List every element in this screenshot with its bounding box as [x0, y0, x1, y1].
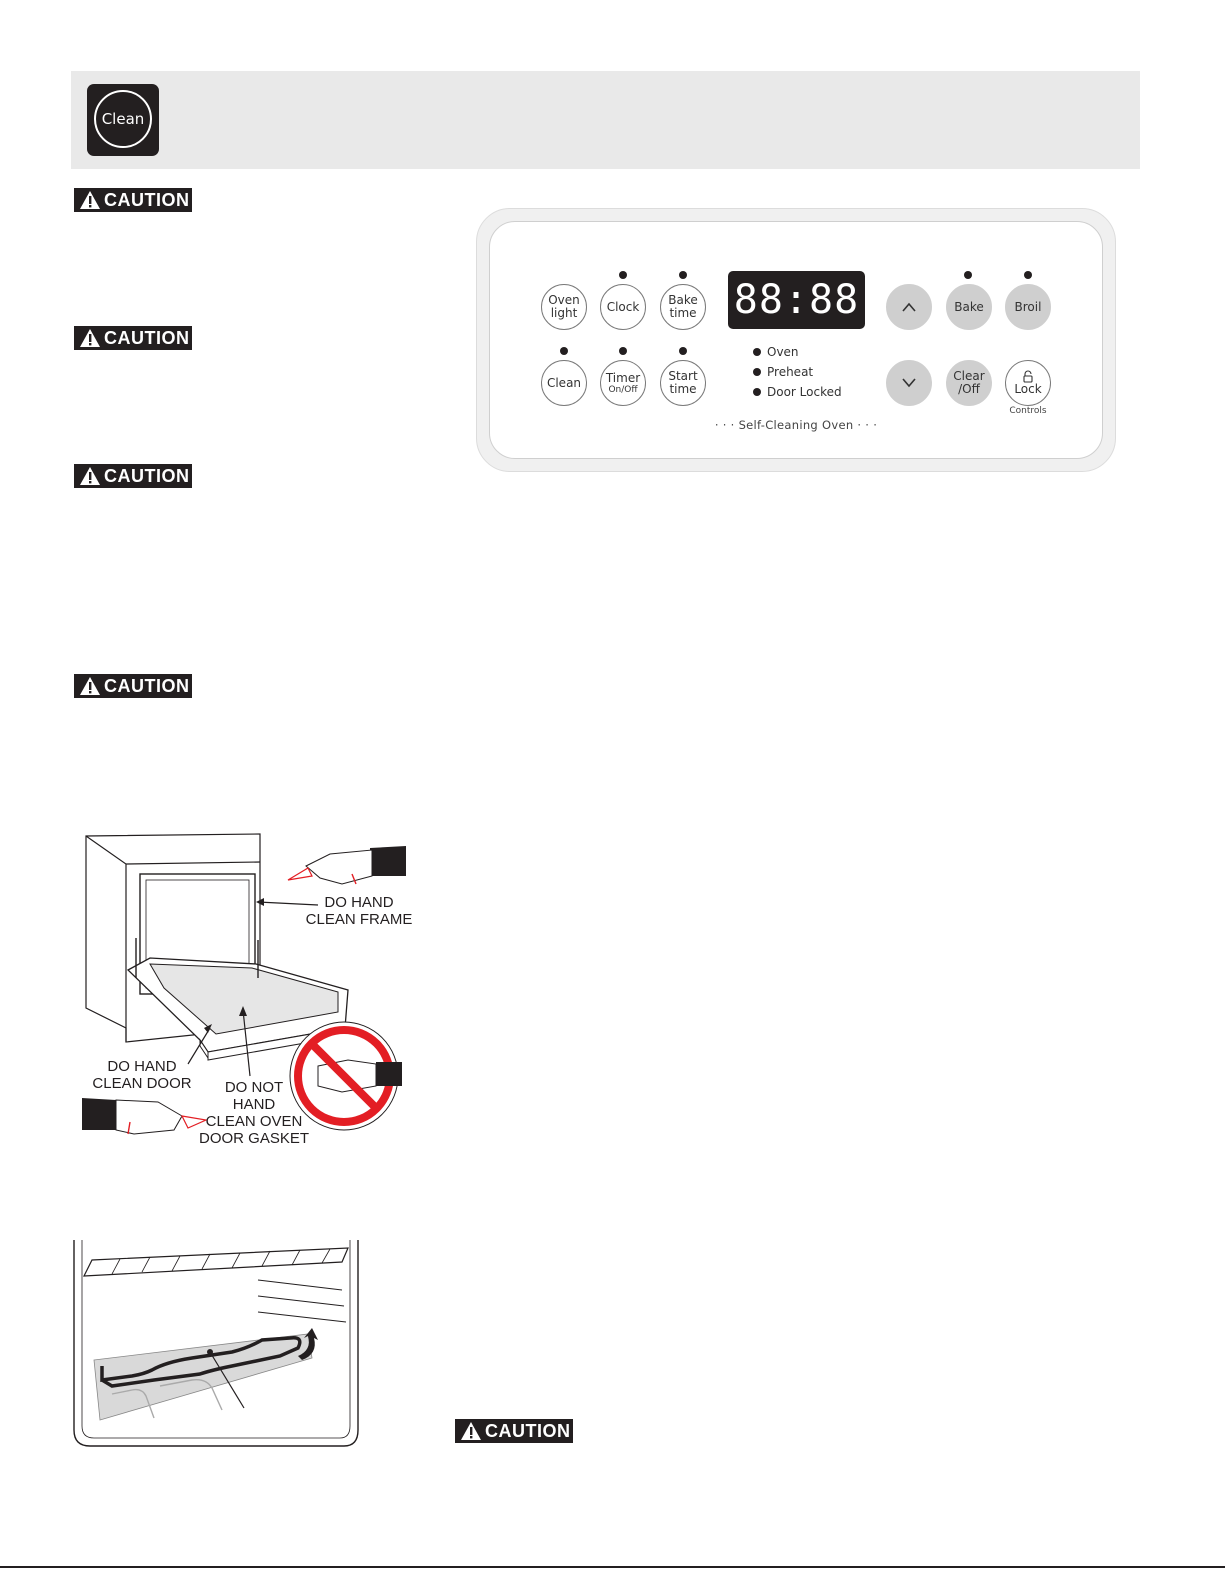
label-line: HAND	[232, 1096, 276, 1113]
clean-icon	[87, 84, 159, 156]
start-time-label-1: Start	[668, 369, 698, 383]
indicator-dot	[753, 388, 761, 396]
caution-text: CAUTION	[104, 465, 190, 486]
oven-interior-bake-element-illustration	[72, 1240, 362, 1452]
lock-button[interactable]	[1005, 360, 1051, 406]
panel-caption: · · · Self-Cleaning Oven · · ·	[714, 418, 878, 432]
caution-label-1	[74, 188, 192, 212]
clock-led	[619, 271, 627, 279]
label-line: DOOR GASKET	[198, 1130, 310, 1147]
caution-label-4	[74, 674, 192, 698]
clear-off-button[interactable]	[946, 360, 992, 406]
clean-label: Clean	[546, 375, 582, 390]
warning-triangle-icon	[460, 1421, 482, 1441]
broil-led	[1024, 271, 1032, 279]
start-time-led	[679, 347, 687, 355]
timer-led	[619, 347, 627, 355]
caution-text: CAUTION	[104, 189, 190, 210]
bake-time-label-2: time	[669, 306, 697, 320]
clock-display: 88:88	[728, 271, 865, 329]
warning-triangle-icon	[79, 676, 101, 696]
label-hand-clean-door	[86, 1058, 198, 1092]
label-line: DO HAND	[324, 894, 394, 911]
caution-label-5	[455, 1419, 573, 1443]
label-line: CLEAN DOOR	[92, 1075, 192, 1092]
bake-label: Bake	[954, 299, 984, 314]
indicator-oven	[753, 345, 799, 359]
broil-label: Broil	[1014, 299, 1042, 314]
label-line: CLEAN FRAME	[305, 911, 413, 928]
warning-triangle-icon	[79, 190, 101, 210]
section-header-band	[71, 71, 1140, 169]
clock-label: Clock	[606, 299, 640, 314]
bake-led	[964, 271, 972, 279]
caution-text: CAUTION	[485, 1420, 571, 1441]
clean-led	[560, 347, 568, 355]
indicator-label: Oven	[767, 345, 799, 359]
start-time-label-2: time	[669, 382, 697, 396]
clean-icon-label: Clean	[94, 90, 152, 148]
indicator-preheat	[753, 365, 813, 379]
timer-label-2: On/Off	[608, 384, 638, 395]
label-line: CLEAN OVEN	[205, 1113, 303, 1130]
oven-light-label-1: Oven	[548, 293, 580, 307]
chevron-down-icon	[902, 378, 916, 388]
caution-label-3	[74, 464, 192, 488]
indicator-door-locked	[753, 385, 842, 399]
bake-time-label-1: Bake	[668, 293, 698, 307]
clock-button[interactable]	[600, 284, 646, 330]
indicator-label: Door Locked	[767, 385, 842, 399]
bake-button[interactable]	[946, 284, 992, 330]
start-time-button[interactable]	[660, 360, 706, 406]
indicator-label: Preheat	[767, 365, 814, 379]
warning-triangle-icon	[79, 466, 101, 486]
label-line: DO HAND	[107, 1058, 177, 1075]
warning-triangle-icon	[79, 328, 101, 348]
bake-time-button[interactable]	[660, 284, 706, 330]
indicator-dot	[753, 348, 761, 356]
clear-off-label-1: Clear	[953, 369, 985, 383]
timer-button[interactable]	[600, 360, 646, 406]
page-bottom-rule	[0, 1566, 1225, 1568]
caution-label-2	[74, 326, 192, 350]
clear-off-label-2: /Off	[958, 382, 980, 396]
chevron-up-icon	[902, 302, 916, 312]
lock-label: Lock	[1014, 382, 1042, 396]
controls-label: Controls	[1009, 406, 1047, 416]
up-arrow-button[interactable]	[886, 284, 932, 330]
caution-text: CAUTION	[104, 675, 190, 696]
label-hand-clean-frame	[304, 894, 414, 928]
label-no-hand-clean-gasket	[198, 1079, 310, 1147]
clean-button[interactable]	[541, 360, 587, 406]
bake-time-led	[679, 271, 687, 279]
oven-light-button[interactable]	[541, 284, 587, 330]
caution-text: CAUTION	[104, 327, 190, 348]
indicator-dot	[753, 368, 761, 376]
down-arrow-button[interactable]	[886, 360, 932, 406]
broil-button[interactable]	[1005, 284, 1051, 330]
label-line: DO NOT	[224, 1079, 284, 1096]
oven-light-label-2: light	[550, 306, 578, 320]
timer-label-1: Timer	[605, 370, 641, 385]
